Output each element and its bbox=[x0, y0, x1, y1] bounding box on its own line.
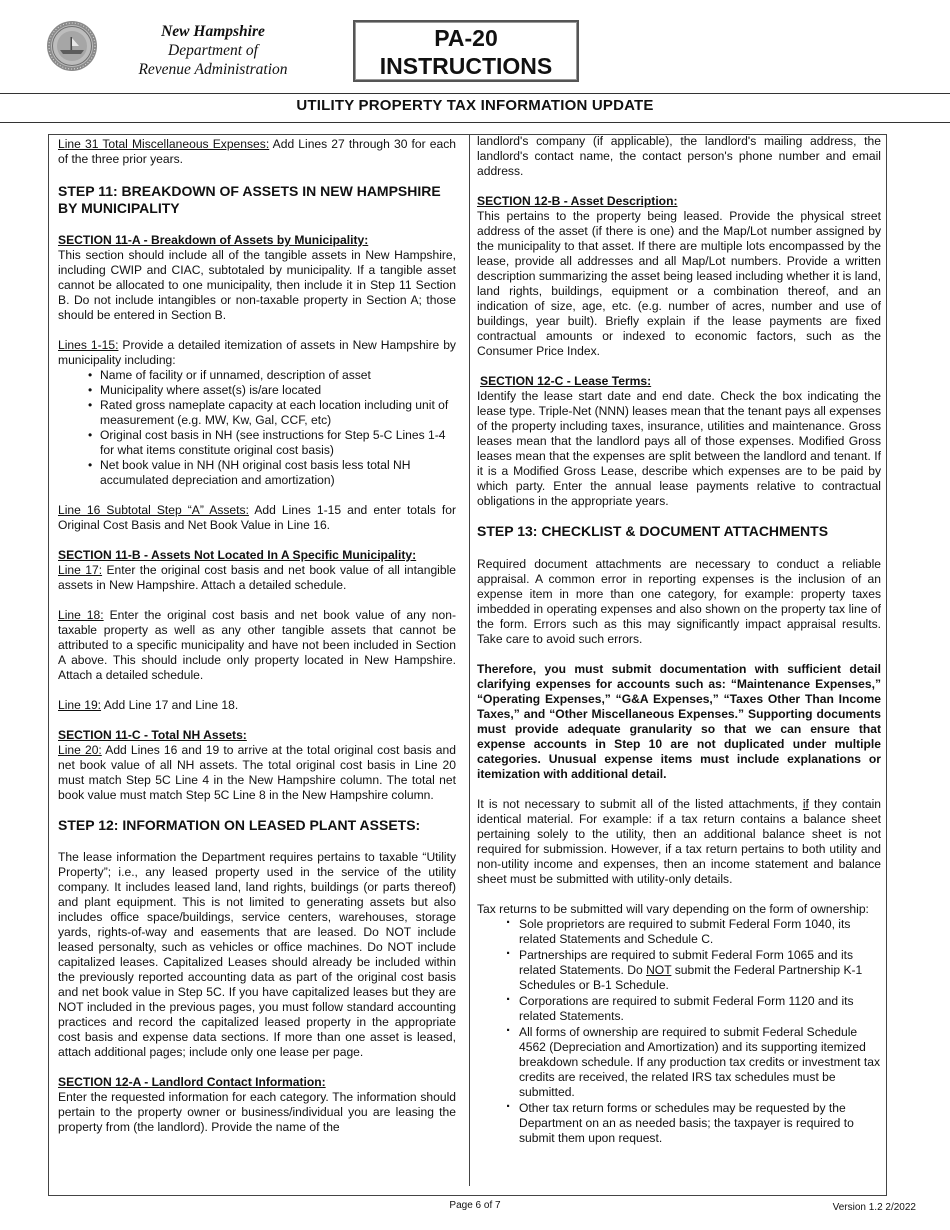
line20-paragraph bbox=[58, 743, 456, 803]
line18-label: Line 18: bbox=[58, 608, 104, 622]
version-label: Version 1.2 2/2022 bbox=[832, 1202, 916, 1213]
list-item: · Corporations are required to submit Federal Form 1120 and its related Statements. bbox=[477, 994, 881, 1024]
lines-1-15-label: Lines 1-15: bbox=[58, 338, 119, 352]
section-12a-heading: SECTION 12-A - Landlord Contact Information: bbox=[58, 1075, 326, 1089]
line20-label: Line 20: bbox=[58, 743, 102, 757]
list-item: · Other tax return forms or schedules may be requested by the Department on an as needed basis; the taxpayer is required to submit them upon request. bbox=[477, 1101, 881, 1146]
tax-item2-not: NOT bbox=[646, 963, 672, 977]
line16-label: Line 16 Subtotal Step “A” Assets: bbox=[58, 503, 249, 517]
line18-paragraph bbox=[58, 608, 456, 683]
list-item: · All forms of ownership are required to submit Federal Schedule 4562 (Depreciation and Amortization) and its supporting itemized breakdown schedule. If any production tax credits or investment tax credits are received, the related IRS tax schedules must be submitted. bbox=[477, 1025, 881, 1100]
line20-text: Add Lines 16 and 19 to arrive at the total original cost basis and net book value of all NH assets. The total original cost basis in Line 20 must match Step 5C Line 4 in the New Hampshire column. The total net book value must match Step 5C Line 8 in the New Hampshire column. bbox=[58, 743, 456, 802]
form-code: PA-20 bbox=[434, 25, 498, 51]
page-title: UTILITY PROPERTY TAX INFORMATION UPDATE bbox=[296, 97, 654, 114]
list-item: • Original cost basis in NH (see instructions for Step 5-C Lines 1-4 for what items constitute original cost basis) bbox=[58, 428, 456, 458]
line19-paragraph bbox=[58, 698, 456, 713]
lines-1-15-paragraph bbox=[58, 338, 456, 368]
list-item: • Rated gross nameplate capacity at each location including unit of measurement (e.g. MW, Kw, Gal, CCF, etc) bbox=[58, 398, 456, 428]
line16-paragraph bbox=[58, 503, 456, 533]
section-11a-heading: SECTION 11-A - Breakdown of Assets by Municipality: bbox=[58, 233, 369, 247]
section-12c-heading: SECTION 12-C - Lease Terms: bbox=[480, 374, 652, 388]
lines-1-15-text: Provide a detailed itemization of assets in New Hampshire by municipality including: bbox=[58, 338, 456, 367]
step13-p3-start: It is not necessary to submit all of the listed attachments, bbox=[477, 797, 803, 811]
tax-item2-start: Partnerships are required to submit Federal Form 1065 and its related Statements. Do bbox=[519, 948, 854, 977]
list-item bbox=[477, 948, 881, 993]
list-item: · Sole proprietors are required to submit Federal Form 1040, its related Statements and Schedule C. bbox=[477, 917, 881, 947]
header-rule-bottom bbox=[0, 122, 950, 123]
line31-text: Add Lines 27 through 30 for each of the three prior years. bbox=[58, 137, 457, 166]
step11-heading: STEP 11: BREAKDOWN OF ASSETS IN NEW HAMPSHIRE BY MUNICIPALITY bbox=[58, 183, 441, 216]
state-seal-icon bbox=[46, 20, 98, 72]
line17-paragraph bbox=[58, 563, 456, 593]
line17-text: Enter the original cost basis and net book value of all intangible assets in New Hampshire. Attach a detailed schedule. bbox=[58, 563, 456, 592]
line17-label: Line 17: bbox=[58, 563, 103, 577]
section-12c-text: Identify the lease start date and end date. Check the box indicating the lease type. Triple-Net (NNN) leases mean that the tenant pays all expenses of the property including taxes, insurance, utilities and maintenance. Gross leases mean that the landlord pays all of those expenses. Modified Gross leases mean that the expenses are split between the landlord and tenant. If it is a Modified Gross Lease, describe which expenses are to be paid by which party. Enter the annual lease payments relative to contractual obligations in the appropriate years. bbox=[477, 389, 882, 508]
step13-heading: STEP 13: CHECKLIST & DOCUMENT ATTACHMENTS bbox=[477, 523, 829, 539]
section-11a-text: This section should include all of the tangible assets in New Hampshire, including CWIP and CIAC, subtotaled by municipality. If a tangible asset cannot be allocated to one municipality, then include it in Step 11 Section B. Do not include intangibles or non-taxable property in Section A; those should be entered in Section B. bbox=[58, 248, 456, 322]
step13-p3-if: if bbox=[802, 797, 809, 811]
step13-paragraph-1: Required document attachments are necessary to conduct a reliable appraisal. A common error in reporting expenses is the inclusion of an expense item in more than one category, for example: property taxes imbedded in operating expenses and also shown on the property tax line of the form. Errors such as this may significantly impact appraisal results. Take care to avoid such errors. bbox=[477, 557, 881, 646]
department-name bbox=[100, 22, 326, 79]
step13-paragraph-3 bbox=[477, 797, 881, 887]
lines-1-15-list bbox=[58, 368, 456, 488]
step12-heading: STEP 12: INFORMATION ON LEASED PLANT ASSETS: bbox=[58, 817, 421, 833]
section-12a-text: Enter the requested information for each category. The information should pertain to the property owner or business/individual you are leasing the property from (the landlord). Provide the name of the bbox=[58, 1090, 456, 1134]
step13-bold-paragraph: Therefore, you must submit documentation with sufficient detail clarifying expenses for accounts such as: “Maintenance Expenses,” “Operating Expenses,” “G&A Expenses,” “Taxes Other Than Income Taxes,” and “Other Miscellaneous Expenses.” Supporting documents must provide adequate granularity so that we can ensure that expense accounts in Step 10 are not duplicated under multiple categories. Unusual expense items must include explanations or itemization with additional detail. bbox=[477, 662, 881, 781]
step13-p3-end: they contain identical material. For example: if a tax return contains a balance sheet pertaining solely to the utility, then an additional balance sheet is not required for submission. However, if a tax return pertains to both utility and non-utility income and expenses, then an income statement and balance sheet must be submitted with utility-only details. bbox=[477, 797, 881, 886]
line19-text: Add Line 17 and Line 18. bbox=[101, 698, 239, 712]
header-rule-top bbox=[0, 93, 950, 94]
line31-label: Line 31 Total Miscellaneous Expenses: bbox=[58, 137, 270, 151]
section-12b-text: This pertains to the property being leased. Provide the physical street address of the asset (if there is one) and the Map/Lot number assigned by the municipality to that asset. If there are multiple lots encompassed by the lease, provide all addresses and all Map/Lot numbers. Provide a written description summarizing the asset being leased including whether it is land, land rights, buildings, equipment or a combination thereof, and an indication of size, age, etc. (e.g. number of acres, number and use of buildings, year built). Briefly explain if the lease payments are fixed contractual amounts or indexed to economic factors, such as the Consumer Price Index. bbox=[477, 209, 881, 358]
line16-text: Add Lines 1-15 and enter totals for Original Cost Basis and Net Book Value in Line 16. bbox=[58, 503, 457, 532]
tax-item2-end: submit the Federal Partnership K-1 Schedules or B-1 Schedule. bbox=[519, 963, 863, 992]
line18-text: Enter the original cost basis and net book value of any non-taxable property as well as any other tangible assets that cannot be attributed to a specific municipality and have not been included in Section A above. This should include only property located in New Hampshire. Attach a detailed schedule. bbox=[58, 608, 456, 682]
left-column bbox=[58, 137, 456, 1135]
dept-line2: Department of bbox=[168, 42, 258, 59]
form-title: INSTRUCTIONS bbox=[379, 53, 553, 79]
list-item: • Net book value in NH (NH original cost basis less total NH accumulated depreciation and amortization) bbox=[58, 458, 456, 488]
section-12a-continued: landlord's company (if applicable), the landlord's mailing address, the landlord's contact name, the contact person's phone number and email address. bbox=[477, 134, 881, 178]
line19-label: Line 19: bbox=[58, 698, 102, 712]
dept-state: New Hampshire bbox=[161, 23, 265, 40]
section-11c-heading: SECTION 11-C - Total NH Assets: bbox=[58, 728, 247, 742]
tax-returns-list bbox=[477, 917, 881, 1146]
dept-line3: Revenue Administration bbox=[138, 61, 288, 78]
section-11b-heading: SECTION 11-B - Assets Not Located In A Specific Municipality: bbox=[58, 548, 417, 562]
form-title-box bbox=[353, 20, 579, 82]
page-number: Page 6 of 7 bbox=[449, 1200, 501, 1211]
column-divider bbox=[469, 134, 470, 1186]
list-item: • Municipality where asset(s) is/are located bbox=[58, 383, 456, 398]
step12-text: The lease information the Department requires pertains to taxable “Utility Property”; i.e., any leased property used in the service of the utility company. It includes leased land, land rights, buildings (or parts thereof) and plant equipment. This is not limited to generating assets but also includes office space/buildings, service centers, warehouses, storage yards, rights-of-way and easements that are leased. Do NOT include leased personalty, such as vehicles or office machines. Do NOT include capitalized leases. Capitalized Leases should already be included within the previously reported accounting data as part of the original cost basis and net book value in Step 5C. If you have capitalized leases but they are NOT included in the previous pages, you must follow standard accounting practices and record the capitalized leased property in the appropriate cost basis and expense data sections. If more than one asset is leased, attach additional pages; include only one lease per page. bbox=[58, 850, 456, 1059]
right-column bbox=[477, 134, 881, 1147]
tax-returns-intro: Tax returns to be submitted will vary depending on the form of ownership: bbox=[477, 902, 869, 916]
list-item: • Name of facility or if unnamed, description of asset bbox=[58, 368, 456, 383]
section-12b-heading: SECTION 12-B - Asset Description: bbox=[477, 194, 678, 208]
line31-paragraph bbox=[58, 137, 456, 167]
